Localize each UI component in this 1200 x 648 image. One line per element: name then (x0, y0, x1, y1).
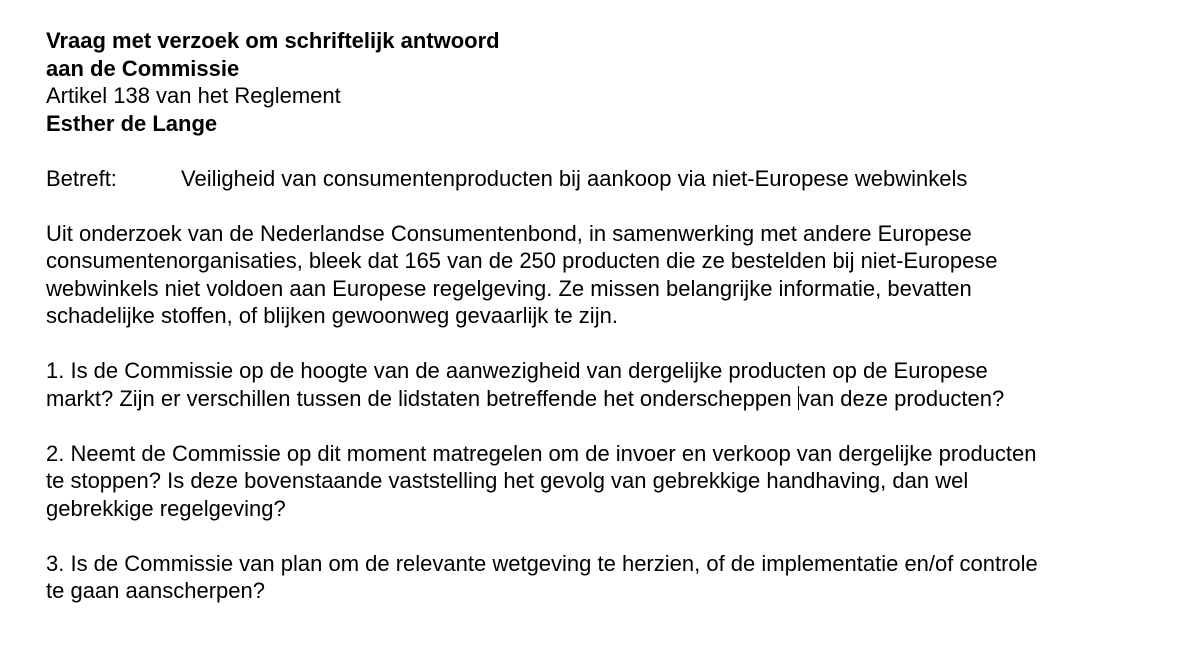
intro-line: schadelijke stoffen, of blijken gewoonweg gevaarlijk te zijn. (46, 303, 618, 328)
question-line (46, 385, 1136, 413)
spacer (46, 412, 1200, 440)
question-1-paragraph[interactable] (46, 357, 1136, 412)
question-line: te stoppen? Is deze bovenstaande vaststelling het gevolg van gebrekkige handhaving, dan wel (46, 468, 969, 493)
spacer (46, 522, 1200, 550)
intro-line: Uit onderzoek van de Nederlandse Consumentenbond, in samenwerking met andere Europese (46, 220, 972, 246)
question-line: 1. Is de Commissie op de hoogte van de aanwezigheid van dergelijke producten op de Europese (46, 358, 988, 383)
subject-text: Veiligheid van consumentenproducten bij aankoop via niet-Europese webwinkels (181, 165, 968, 191)
question-line-part: van deze producten? (798, 385, 1005, 411)
question-line: 2. Neemt de Commissie op dit moment matregelen om de invoer en verkoop van dergelijke producten (46, 440, 1037, 466)
question-line: 3. Is de Commissie van plan om de relevante wetgeving te herzien, of de implementatie en/of controle (46, 550, 1038, 576)
question-line-part: markt? Zijn er verschillen tussen de lidstaten betreffende het onderscheppen (46, 385, 798, 411)
author-name: Esther de Lange (46, 110, 218, 136)
spacer (46, 192, 1200, 220)
intro-line: webwinkels niet voldoen aan Europese regelgeving. Ze missen belangrijke informatie, bevatten (46, 275, 972, 301)
question-3-paragraph[interactable] (46, 550, 1136, 605)
question-line: te gaan aanscherpen? (46, 578, 265, 603)
spacer (46, 330, 1200, 358)
subject-row (46, 165, 1200, 193)
subject-label: Betreft: (46, 165, 117, 191)
intro-paragraph[interactable] (46, 220, 1136, 330)
spacer (46, 137, 1200, 165)
question-2-paragraph[interactable] (46, 440, 1136, 523)
title-line-2: aan de Commissie (46, 55, 240, 81)
title-line-1: Vraag met verzoek om schriftelijk antwoord (46, 28, 500, 53)
question-line: gebrekkige regelgeving? (46, 495, 286, 521)
article-reference: Artikel 138 van het Reglement (46, 83, 341, 108)
intro-line: consumentenorganisaties, bleek dat 165 van de 250 producten die ze bestelden bij niet-Europese (46, 248, 998, 273)
